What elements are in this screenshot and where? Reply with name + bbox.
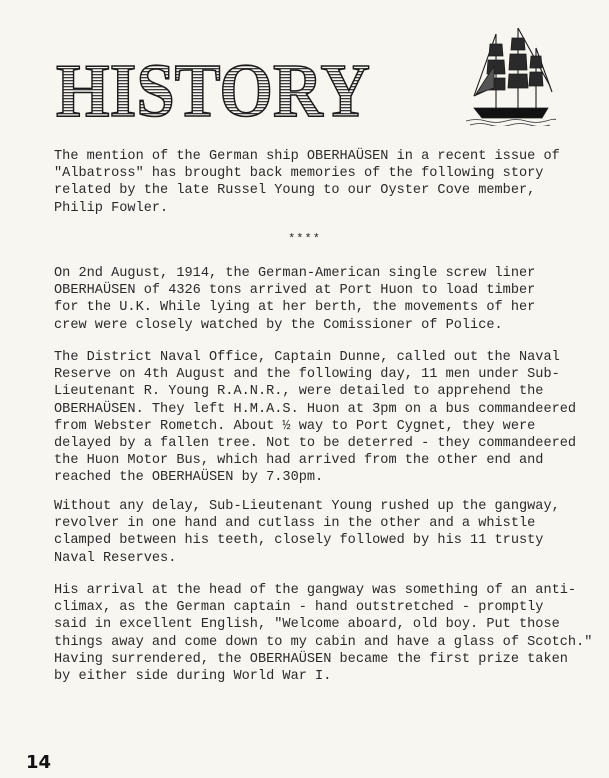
article-paragraph: Without any delay, Sub-Lieutenant Young rushed up the gangway, revolver in one hand and cutlass in the other and a whistle clamped between his teeth, closely followed by his 11 trusty Naval Reserves. xyxy=(54,499,560,566)
article-paragraph: On 2nd August, 1914, the German-American single screw liner OBERHAÜSEN of 4326 tons arrived at Port Huon to load timber for the U.K. While lying at her berth, the movements of her crew were closely watched by the Comissioner of Police. xyxy=(54,266,536,333)
section-separator: **** xyxy=(288,232,321,246)
article-paragraph: His arrival at the head of the gangway was something of an anti- climax, as the German captain - hand outstretched - promptly said in excellent English, "Welcome aboard, old boy. Put those things away and come down to my cabin and have a glass of Scotch." Having surrendered, the OBERHAÜSEN became the first prize taken by either side during World War I. xyxy=(54,583,593,685)
history-title-text: HISTORY xyxy=(56,49,370,130)
page-number: 14 xyxy=(26,752,52,773)
sailing-ship-icon xyxy=(466,26,556,126)
article-paragraph: The District Naval Office, Captain Dunne, called out the Naval Reserve on 4th August and the following day, 11 men under Sub- Lieutenant R. Young R.A.N.R., were detailed to apprehend the OBERHAÜSEN. They left H.M.A.S. Huon at 3pm on a bus commandeered from Webster Rometch. About ½ way to Port Cygnet, they were delayed by a fallen tree. Not to be deterred - they commandeered the Huon Motor Bus, which had arrived from the other end and reached the OBERHAÜSEN by 7.30pm. xyxy=(54,350,577,486)
intro-paragraph: The mention of the German ship OBERHAÜSEN in a recent issue of "Albatross" has brought back memories of the following story related by the late Russel Young to our Oyster Cove member, Philip Fowler. xyxy=(54,149,560,216)
history-title xyxy=(54,38,374,130)
